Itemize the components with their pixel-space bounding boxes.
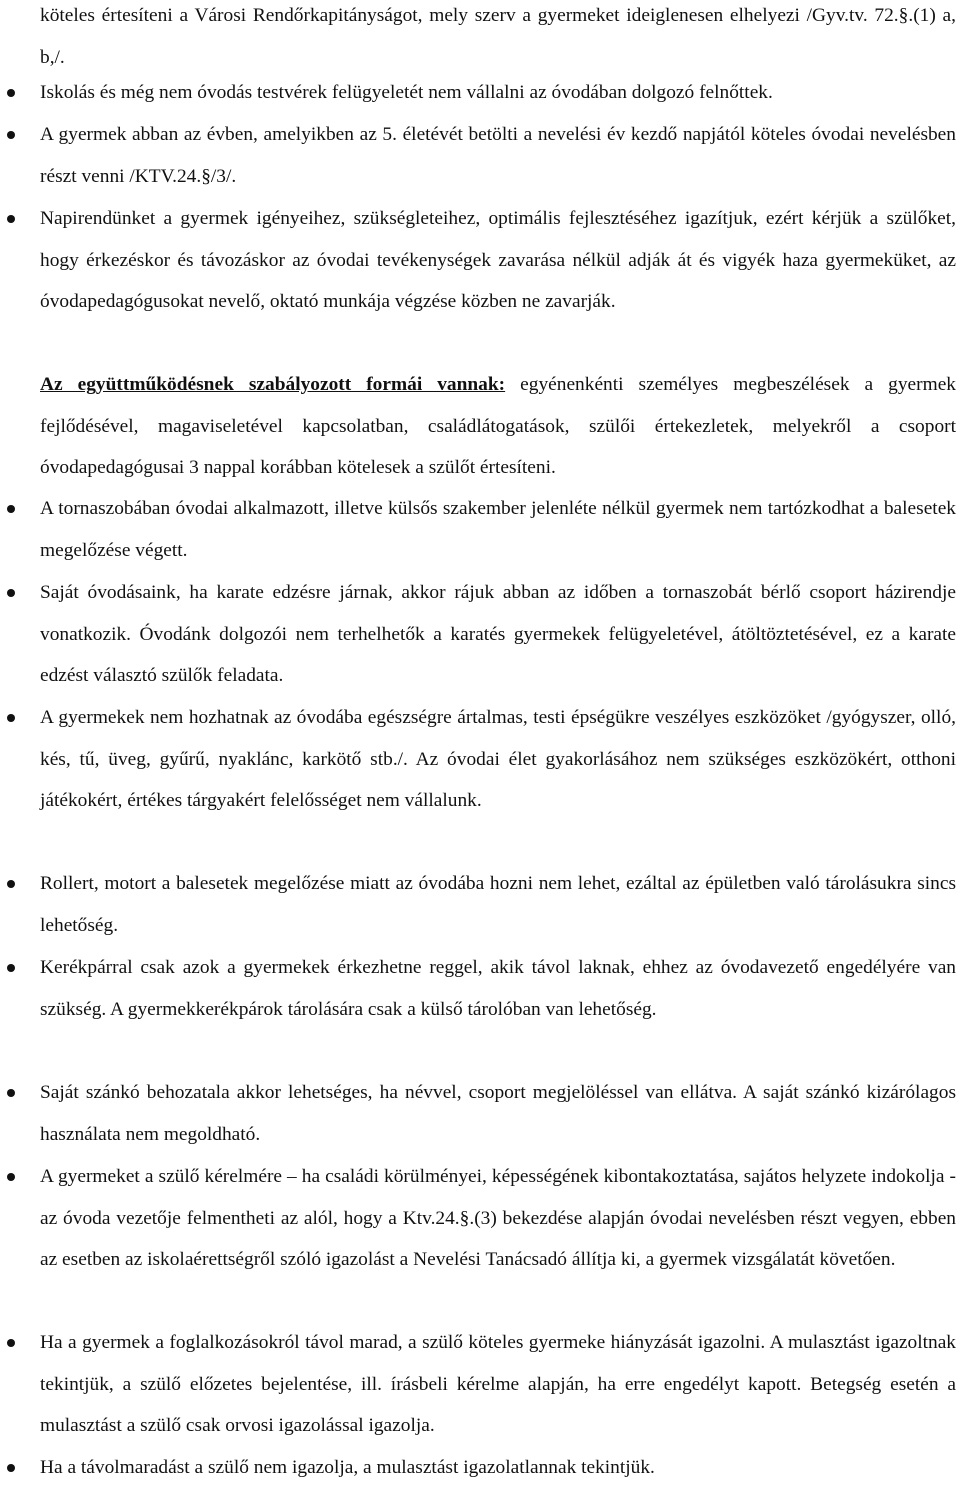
bullet-icon [7, 964, 15, 972]
bullet-icon [7, 589, 15, 597]
paragraph-text: köteles értesíteni a Városi Rendőrkapitányságot, mely szerv a gyermeket ideiglenesen elhelyezi /Gyv.tv. 72.§.(1) a, b,/. [40, 5, 956, 68]
bullet-icon [7, 714, 15, 722]
bullet-text: A gyermek abban az évben, amelyikben az 5. életévét betölti a nevelési év kezdő napjától köteles óvodai nevelésben részt venni /KTV.24.§/3/. [40, 124, 956, 187]
bullet-icon [7, 1339, 15, 1347]
bullet-text: Kerékpárral csak azok a gyermekek érkezhetne reggel, akik távol laknak, ehhez az óvodavezető engedélyére van szükség. A gyermekkerékpárok tárolására csak a külső tárolóban van lehetőség. [40, 957, 956, 1020]
bullet-item [40, 114, 956, 197]
bullet-text: Iskolás és még nem óvodás testvérek felügyeletét nem vállalni az óvodában dolgozó felnőttek. [40, 82, 773, 103]
cooperation-text: egyénenkénti személyes megbeszélések a gyermek fejlődésével, magaviseletével kapcsolatban, családlátogatások, szülői értekezletek, melyekről a csoport óvodapedagógusai 3 nappal korábban kötelesek a szülőt értesíteni. [40, 374, 957, 478]
bullet-icon [7, 505, 15, 513]
bullet-text: Napirendünket a gyermek igényeihez, szükségleteihez, optimális fejlesztéséhez igazítjuk, ezért kérjük a szülőket, hogy érkezéskor és távozáskor az óvodai tevékenységek zavarása nélkül adják át és vigyék haza gyermeküket, az óvodapedagógusokat nevelő, oktató munkája végzése közben ne zavarják. [40, 208, 956, 312]
bullet-icon [7, 215, 15, 223]
bullet-text: Ha a gyermek a foglalkozásokról távol marad, a szülő köteles gyermeke hiányzását igazolni. A mulasztást igazoltnak tekintjük, a szülő előzetes bejelentése, ill. írásbeli kérelme alapján, ha erre engedélyt kapott. Betegség esetén a mulasztást a szülő csak orvosi igazolással igazolja. [40, 1332, 956, 1436]
bullet-text: Rollert, motort a balesetek megelőzése miatt az óvodába hozni nem lehet, ezáltal az épületben való tárolásukra sincs lehetőség. [40, 873, 956, 936]
bullet-icon [7, 1089, 15, 1097]
bullet-text: A gyermeket a szülő kérelmére – ha családi körülményei, képességének kibontakoztatása, sajátos helyzete indokolja - az óvoda vezetője felmentheti az alól, hogy a Ktv.24.§.(3) bekezdése alapján óvodai nevelésben részt vegyen, ebben az esetben az iskolaérettségről szóló igazolást a Nevelési Tanácsadó állítja ki, a gyermek vizsgálatát követően. [40, 1166, 956, 1270]
bullet-icon [7, 1464, 15, 1472]
cooperation-heading: Az együttműködésnek szabályozott formái vannak: [40, 374, 506, 395]
cooperation-paragraph [40, 364, 956, 489]
bullet-icon [7, 89, 15, 97]
bullet-text: Ha a távolmaradást a szülő nem igazolja, a mulasztást igazolatlannak tekintjük. [40, 1457, 655, 1478]
bullet-item [40, 863, 956, 946]
bullet-item [40, 572, 956, 697]
bullet-item [40, 1322, 956, 1447]
bullet-text: Saját szánkó behozatala akkor lehetséges, ha névvel, csoport megjelöléssel van ellátva. A saját szánkó kizárólagos használata nem megoldható. [40, 1082, 956, 1145]
bullet-item [40, 198, 956, 323]
bullet-icon [7, 880, 15, 888]
bullet-text: A gyermekek nem hozhatnak az óvodába egészségre ártalmas, testi épségükre veszélyes eszközöket /gyógyszer, olló, kés, tű, üveg, gyűrű, nyaklánc, karkötő stb./. Az óvodai élet gyakorlásához nem szükséges eszközökért, otthoni játékokért, értékes tárgyakért felelősséget nem vállalunk. [40, 707, 956, 811]
bullet-item [40, 1072, 956, 1155]
bullet-icon [7, 131, 15, 139]
bullet-item [40, 1447, 956, 1489]
bullet-text: Saját óvodásaink, ha karate edzésre járnak, akkor rájuk abban az időben a tornaszobát bérlő csoport házirendje vonatkozik. Óvodánk dolgozói nem terhelhetők a karatés gyermekek felügyeletével, átöltöztetésével, ez a karate edzést választó szülők feladata. [40, 582, 956, 686]
bullet-item [40, 697, 956, 822]
bullet-item [40, 947, 956, 1030]
bullet-item [40, 1156, 956, 1281]
bullet-item [40, 488, 956, 571]
bullet-item [40, 72, 956, 114]
bullet-text: A tornaszobában óvodai alkalmazott, illetve külsős szakember jelenléte nélkül gyermek nem tartózkodhat a balesetek megelőzése végett. [40, 498, 956, 561]
continuation-paragraph [40, 0, 956, 78]
bullet-icon [7, 1173, 15, 1181]
